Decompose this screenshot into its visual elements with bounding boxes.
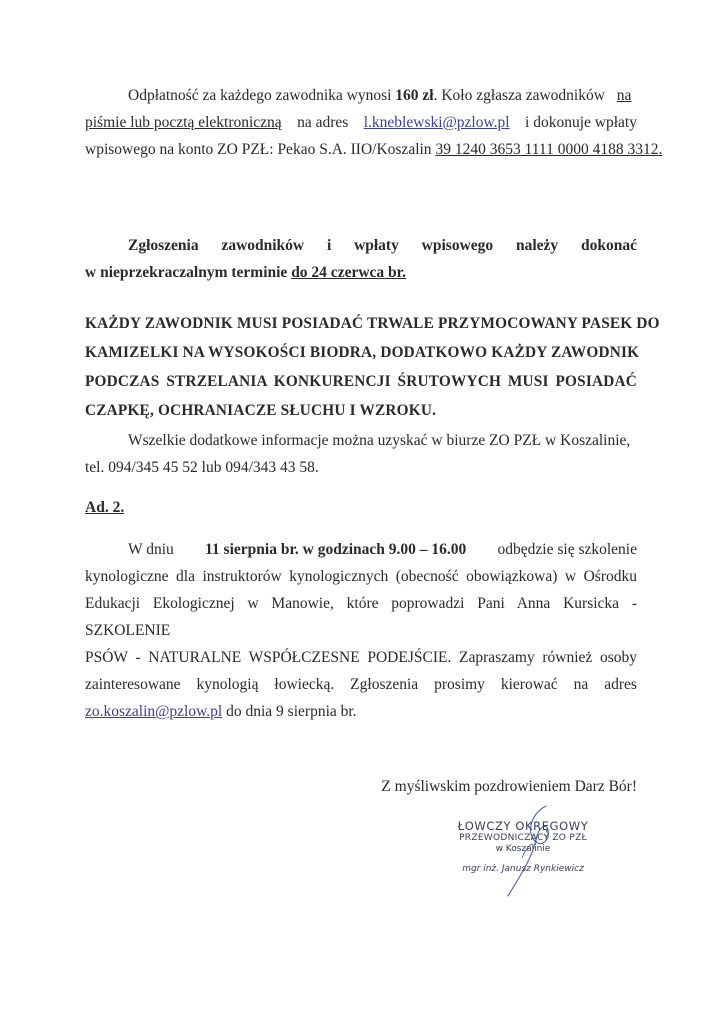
fee-line-3	[85, 136, 663, 163]
word: adres	[604, 676, 637, 693]
email-link-kneblewski[interactable]: l.kneblewski@pzlow.pl	[363, 114, 510, 131]
stamp-signatory-name: mgr inż. Janusz Rynkiewicz	[462, 864, 584, 874]
fee-paragraph	[85, 82, 663, 163]
caps-text: CZAPKĘ, OCHRANIACZE SŁUCHU I WZROKU.	[85, 402, 437, 419]
word: wpisowego	[421, 237, 494, 254]
word: należy	[515, 237, 559, 254]
word: prosimy	[434, 676, 485, 693]
training-deadline-text: do dnia 9 sierpnia br.	[226, 703, 357, 720]
fee-line-1	[85, 82, 637, 109]
training-line-5	[85, 671, 637, 698]
bank-account-number: 39 1240 3653 1111 0000 4188 3312.	[435, 141, 663, 158]
contact-info-paragraph	[85, 427, 637, 481]
fee-payment-text: i dokonuje wpłaty	[525, 114, 637, 131]
training-text: W dniu	[128, 541, 174, 558]
caps-line-4	[85, 396, 637, 425]
caps-line-3	[85, 367, 637, 396]
word: dokonać	[580, 237, 637, 254]
stamp-location: w Koszalinie	[495, 844, 551, 854]
training-date-time: 11 sierpnia br. w godzinach 9.00 – 16.00	[205, 541, 467, 558]
equipment-requirements-paragraph	[85, 309, 660, 425]
word: Zgłoszenia	[350, 676, 419, 693]
fee-text: Odpłatność za każdego zawodnika wynosi	[128, 87, 392, 104]
word: kierować	[500, 676, 558, 693]
deadline-line-2	[85, 259, 637, 286]
fee-address-label: na adres	[297, 114, 349, 131]
deadline-line-1	[85, 232, 637, 259]
fee-line-2	[85, 109, 637, 136]
training-paragraph	[85, 536, 637, 725]
word: zawodników	[221, 237, 305, 254]
training-line-1	[85, 536, 637, 563]
fee-amount: 160 zł	[395, 87, 434, 104]
training-line-2: kynologiczne dla instruktorów kynologicznych (obecność obowiązkowa) w Ośrodku	[85, 568, 637, 585]
registration-deadline-paragraph	[85, 232, 637, 286]
word: łowiecką.	[274, 676, 335, 693]
deadline-date: do 24 czerwca br.	[291, 264, 406, 281]
word: zainteresowane	[85, 676, 181, 693]
contact-line-2: tel. 094/345 45 52 lub 094/343 43 58.	[85, 459, 319, 476]
caps-text: PODCZAS STRZELANIA KONKURENCJI ŚRUTOWYCH MUSI POSIADAĆ	[85, 373, 637, 390]
deadline-text: w nieprzekraczalnym terminie	[85, 264, 288, 281]
caps-text: KAŻDY ZAWODNIK MUSI POSIADAĆ TRWALE PRZYMOCOWANY PASEK DO	[85, 315, 660, 332]
caps-line-1	[85, 309, 660, 338]
caps-line-2	[85, 338, 640, 367]
contact-line-1: Wszelkie dodatkowe informacje można uzyskać w biurze ZO PZŁ w Koszalinie,	[128, 432, 631, 449]
stamp-title: ŁOWCZY OKRĘGOWY	[457, 819, 589, 833]
email-link-zo-koszalin[interactable]: zo.koszalin@pzlow.pl	[85, 703, 223, 720]
training-line-3: Edukacji Ekologicznej w Manowie, które poprowadzi Pani Anna Kursicka - SZKOLENIE	[85, 595, 637, 639]
word: Zgłoszenia	[128, 237, 199, 254]
training-line-6	[85, 698, 637, 725]
word: na	[573, 676, 589, 693]
fee-method-text: piśmie lub pocztą elektroniczną	[85, 114, 282, 131]
training-text-2: odbędzie się szkolenie	[497, 541, 637, 558]
word: wpłaty	[354, 237, 399, 254]
training-line-4: PSÓW - NATURALNE WSPÓŁCZESNE PODEJŚCIE. Zapraszamy również osoby	[85, 649, 637, 666]
word: i	[326, 237, 332, 254]
fee-text-2: . Koło zgłasza zawodników	[433, 87, 605, 104]
closing-greeting: Z myśliwskim pozdrowieniem Darz Bór!	[381, 778, 637, 795]
word: kynologią	[196, 676, 259, 693]
bank-text: wpisowego na konto ZO PZŁ: Pekao S.A. IIO/Koszalin	[85, 141, 432, 158]
caps-text: KAMIZELKI NA WYSOKOŚCI BIODRA, DODATKOWO KAŻDY ZAWODNIK	[85, 344, 640, 361]
fee-underlined-na: na	[616, 87, 632, 104]
stamp-role: PRZEWODNICZĄCY ZO PZŁ	[459, 833, 587, 843]
official-stamp	[448, 820, 598, 875]
section-heading-ad2: Ad. 2.	[85, 499, 125, 516]
